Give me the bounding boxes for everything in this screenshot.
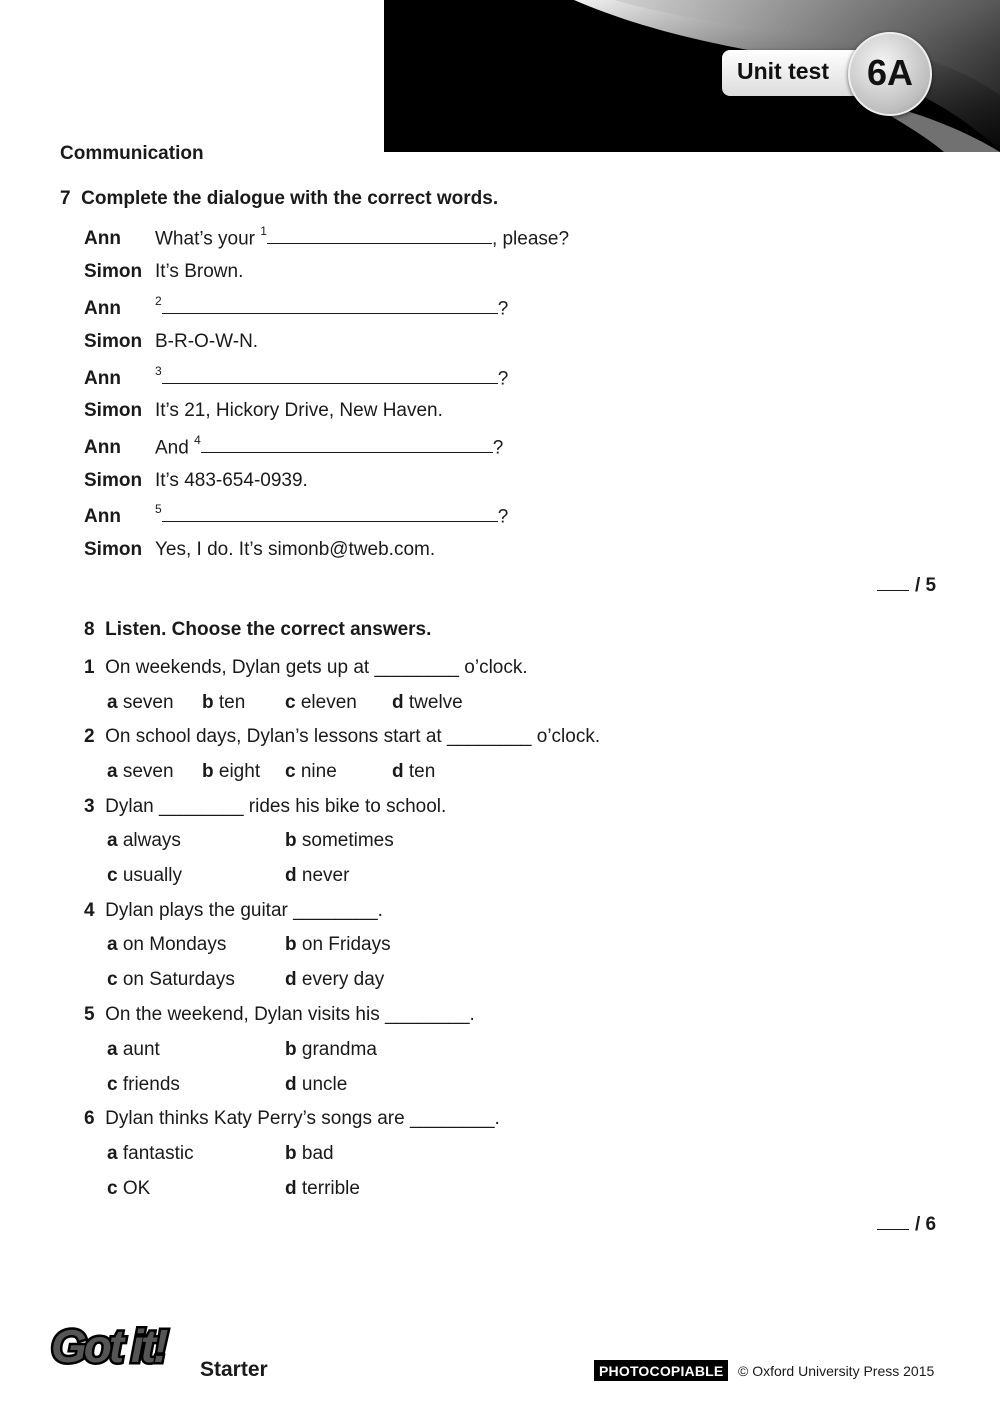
option-5a[interactable]: a aunt (107, 1039, 160, 1060)
badge-number: 6A (866, 52, 914, 93)
option-4a[interactable]: a on Mondays (107, 934, 227, 955)
question-text: Dylan plays the guitar ________. (105, 900, 383, 921)
question-5 (84, 1004, 475, 1026)
question-2 (84, 726, 600, 748)
task-8-number: 8 (84, 619, 95, 640)
line-text: ? (492, 437, 504, 459)
question-text: On weekends, Dylan gets up at ________ o’clock. (105, 657, 528, 678)
line-text: ? (497, 298, 509, 320)
task-7-score (877, 575, 936, 597)
task-8-score (877, 1214, 936, 1236)
option-2a[interactable]: a seven (107, 761, 174, 782)
line-text: Yes, I do. It’s simonb@tweb.com. (155, 539, 436, 560)
dialogue-line-8 (84, 470, 308, 492)
dialogue-line-5 (84, 366, 508, 390)
dialogue-line-3 (84, 296, 508, 320)
option-5b[interactable]: b grandma (285, 1039, 377, 1060)
line-text: What’s your (155, 228, 261, 250)
option-5d[interactable]: d uncle (285, 1074, 348, 1095)
question-number: 1 (84, 657, 95, 678)
dialogue-line-1 (84, 226, 569, 250)
speaker: Ann (84, 368, 121, 390)
option-4c[interactable]: c on Saturdays (107, 969, 235, 990)
question-4 (84, 900, 383, 922)
answer-blank-3[interactable] (162, 367, 498, 384)
option-5c[interactable]: c friends (107, 1074, 180, 1095)
answer-blank-1[interactable] (267, 227, 492, 244)
option-6c[interactable]: c OK (107, 1178, 151, 1199)
line-text: And (155, 437, 195, 459)
dialogue-line-4 (84, 331, 258, 353)
blank-number: 1 (260, 224, 267, 238)
answer-blank-4[interactable] (201, 436, 493, 453)
task-7-title (60, 188, 498, 210)
speaker: Simon (84, 261, 143, 282)
line-text: B-R-O-W-N. (155, 331, 259, 352)
level-label: Starter (200, 1358, 268, 1381)
speaker: Ann (84, 228, 121, 250)
speaker: Ann (84, 437, 121, 459)
question-1 (84, 657, 528, 679)
dialogue-line-10 (84, 539, 435, 561)
option-2c[interactable]: c nine (285, 761, 337, 782)
copyright-text: © Oxford University Press 2015 (738, 1363, 935, 1379)
speaker: Simon (84, 539, 143, 560)
dialogue-line-6 (84, 400, 443, 422)
speaker: Simon (84, 470, 143, 491)
question-text: Dylan thinks Katy Perry’s songs are ________. (105, 1108, 500, 1129)
option-6b[interactable]: b bad (285, 1143, 334, 1164)
photocopiable-badge: PHOTOCOPIABLE (594, 1360, 728, 1381)
option-3d[interactable]: d never (285, 865, 350, 886)
line-text: ? (497, 368, 509, 390)
question-text: On the weekend, Dylan visits his ________. (105, 1004, 475, 1025)
blank-number: 4 (194, 433, 201, 447)
got-it-logo (48, 1313, 184, 1371)
option-1d[interactable]: d twelve (392, 692, 463, 713)
option-4d[interactable]: d every day (285, 969, 385, 990)
blank-number: 2 (155, 294, 162, 308)
line-text: It’s 21, Hickory Drive, New Haven. (155, 400, 443, 421)
task-8-instruction: Listen. Choose the correct answers. (105, 619, 432, 640)
option-4b[interactable]: b on Fridays (285, 934, 391, 955)
question-text: On school days, Dylan’s lessons start at ________ o’clock. (105, 726, 601, 747)
speaker: Ann (84, 298, 121, 320)
question-number: 2 (84, 726, 95, 747)
option-6a[interactable]: a fantastic (107, 1143, 194, 1164)
option-1a[interactable]: a seven (107, 692, 174, 713)
option-3b[interactable]: b sometimes (285, 830, 394, 851)
option-1b[interactable]: b ten (202, 692, 246, 713)
option-2b[interactable]: b eight (202, 761, 261, 782)
score-total: / 6 (915, 1214, 937, 1235)
option-6d[interactable]: d terrible (285, 1178, 360, 1199)
line-text: It’s 483-654-0939. (155, 470, 308, 491)
option-3c[interactable]: c usually (107, 865, 183, 886)
task-8-title (84, 619, 431, 641)
dialogue-line-2 (84, 261, 243, 283)
task-7-instruction: Complete the dialogue with the correct words. (81, 188, 499, 209)
option-1c[interactable]: c eleven (285, 692, 357, 713)
question-text: Dylan ________ rides his bike to school. (105, 796, 447, 817)
blank-number: 5 (155, 502, 162, 516)
task-7-number: 7 (60, 188, 71, 209)
answer-blank-5[interactable] (162, 505, 498, 522)
option-3a[interactable]: a always (107, 830, 181, 851)
score-blank[interactable] (877, 590, 909, 591)
speaker: Simon (84, 400, 143, 421)
answer-blank-2[interactable] (162, 297, 498, 314)
line-text: It’s Brown. (155, 261, 244, 282)
section-title: Communication (60, 143, 204, 164)
option-2d[interactable]: d ten (392, 761, 436, 782)
dialogue-line-7 (84, 435, 503, 459)
question-number: 6 (84, 1108, 95, 1129)
question-number: 5 (84, 1004, 95, 1025)
logo-text: Got it! (51, 1320, 166, 1371)
line-text: ? (497, 506, 509, 528)
question-number: 4 (84, 900, 95, 921)
question-3 (84, 796, 446, 818)
line-text: , please? (491, 228, 570, 250)
dialogue-line-9 (84, 504, 508, 528)
badge-label: Unit test (737, 58, 829, 84)
score-blank[interactable] (877, 1229, 909, 1230)
speaker: Simon (84, 331, 143, 352)
question-number: 3 (84, 796, 95, 817)
score-total: / 5 (915, 575, 937, 596)
question-6 (84, 1108, 500, 1130)
blank-number: 3 (155, 364, 162, 378)
speaker: Ann (84, 506, 121, 528)
